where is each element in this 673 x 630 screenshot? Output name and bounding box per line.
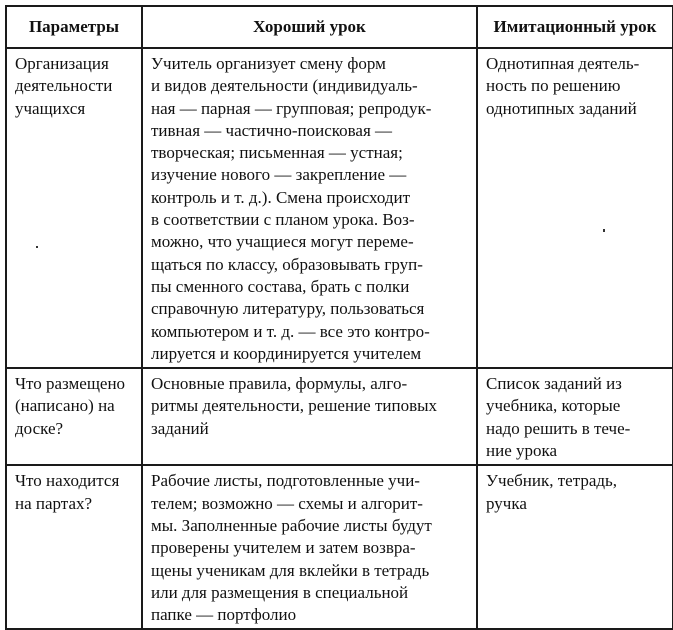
cell-line: Учебник, тетрадь, bbox=[486, 471, 618, 491]
param-cell bbox=[6, 368, 142, 465]
table-row bbox=[6, 465, 673, 629]
param-cell bbox=[6, 48, 142, 368]
cell-line: папке — портфолио bbox=[151, 605, 297, 625]
table-row bbox=[6, 368, 673, 465]
cell-line: компьютером и т. д. — все это контро- bbox=[151, 321, 430, 341]
cell-line: или для размещения в специальной bbox=[151, 582, 409, 602]
cell-line: ние урока bbox=[486, 441, 558, 461]
header-imitation-lesson: Имитационный урок bbox=[477, 6, 673, 48]
cell-line: Однотипная деятель- bbox=[486, 54, 640, 73]
cell-line: в соответствии с планом урока. Воз- bbox=[151, 210, 415, 230]
good-lesson-cell bbox=[142, 48, 477, 368]
header-parameters: Параметры bbox=[6, 6, 142, 48]
good-lesson-cell bbox=[142, 368, 477, 465]
scan-speck bbox=[603, 229, 605, 232]
imitation-lesson-cell bbox=[477, 368, 673, 465]
imitation-lesson-cell bbox=[477, 48, 673, 368]
comparison-table bbox=[5, 5, 673, 630]
cell-line: творческая; письменная — устная; bbox=[151, 143, 403, 163]
cell-line: однотипных заданий bbox=[486, 98, 637, 118]
cell-line: контроль и т. д.). Смена происходит bbox=[151, 187, 411, 207]
param-cell bbox=[6, 465, 142, 629]
cell-line: деятельности bbox=[15, 76, 113, 96]
cell-line: Учитель организует смену форм bbox=[151, 54, 386, 73]
cell-line: на партах? bbox=[15, 493, 93, 513]
table-row bbox=[6, 48, 673, 368]
cell-line: Основные правила, формулы, алго- bbox=[151, 374, 408, 394]
cell-line: надо решить в тече- bbox=[486, 418, 631, 438]
cell-line: Рабочие листы, подготовленные учи- bbox=[151, 471, 420, 491]
cell-line: ная — парная — групповая; репродук- bbox=[151, 98, 432, 118]
cell-line: Организация bbox=[15, 54, 109, 73]
cell-line: мы. Заполненные рабочие листы будут bbox=[151, 515, 432, 535]
cell-line: пы сменного состава, брать с полки bbox=[151, 276, 410, 296]
cell-line: и видов деятельности (индивидуаль- bbox=[151, 76, 418, 96]
cell-line: Список заданий из bbox=[486, 374, 622, 394]
cell-line: щаться по классу, образовывать груп- bbox=[151, 254, 423, 274]
scan-speck bbox=[36, 246, 38, 248]
cell-line: ручка bbox=[486, 493, 527, 513]
cell-line: телем; возможно — схемы и алгорит- bbox=[151, 493, 423, 513]
cell-line: ность по решению bbox=[486, 76, 621, 96]
cell-line: доске? bbox=[15, 418, 64, 438]
header-row bbox=[6, 6, 673, 48]
cell-line: (написано) на bbox=[15, 396, 115, 416]
cell-line: лируется и координируется учителем bbox=[151, 343, 422, 363]
cell-line: изучение нового — закрепление — bbox=[151, 165, 407, 185]
cell-line: учащихся bbox=[15, 98, 86, 118]
cell-line: Что размещено bbox=[15, 374, 126, 394]
cell-line: щены ученикам для вклейки в тетрадь bbox=[151, 560, 430, 580]
cell-line: можно, что учащиеся могут переме- bbox=[151, 232, 414, 252]
cell-line: Что находится bbox=[15, 471, 120, 491]
good-lesson-cell bbox=[142, 465, 477, 629]
cell-line: заданий bbox=[151, 418, 209, 438]
cell-line: проверены учителем и затем возвра- bbox=[151, 538, 416, 558]
cell-line: ритмы деятельности, решение типовых bbox=[151, 396, 438, 416]
cell-line: тивная — частично-поисковая — bbox=[151, 120, 393, 140]
imitation-lesson-cell bbox=[477, 465, 673, 629]
cell-line: учебника, которые bbox=[486, 396, 621, 416]
header-good-lesson: Хороший урок bbox=[142, 6, 477, 48]
cell-line: справочную литературу, пользоваться bbox=[151, 299, 425, 319]
